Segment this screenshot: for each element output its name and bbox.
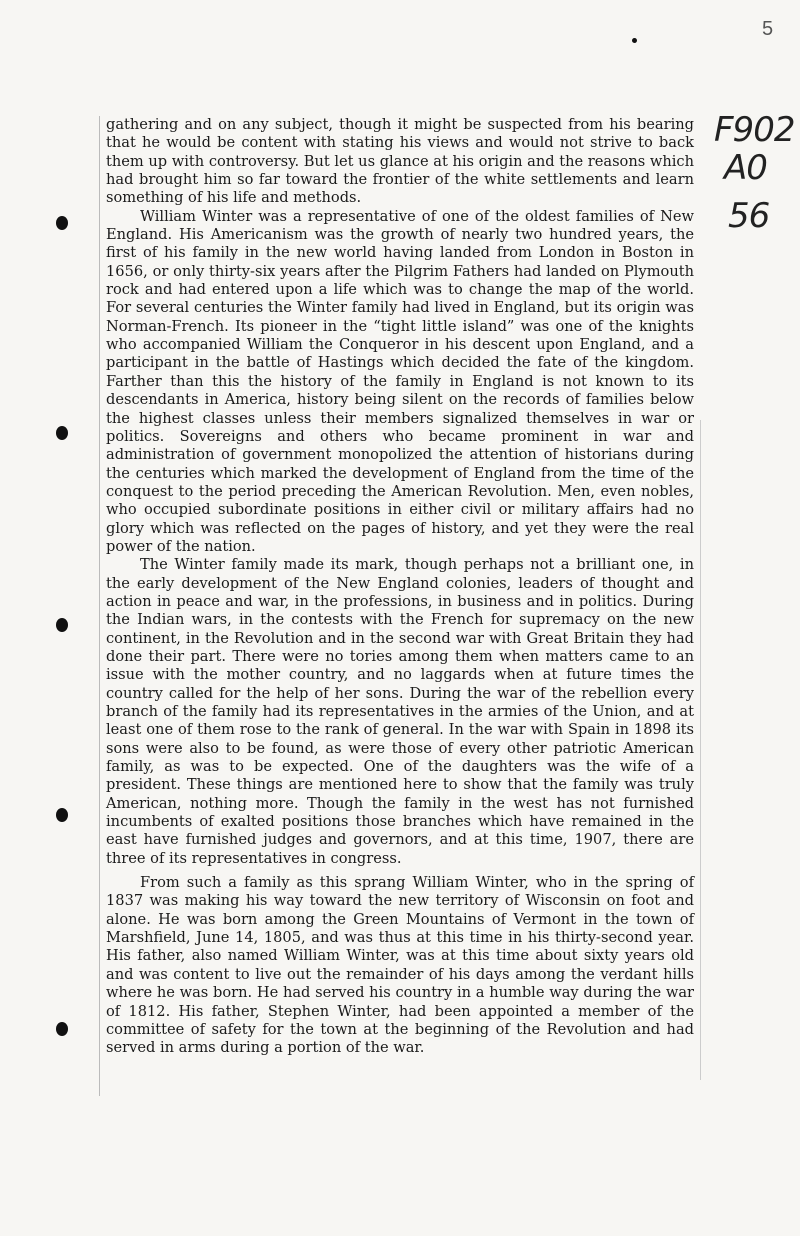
- punch-hole: [56, 808, 68, 822]
- punch-hole: [56, 216, 68, 230]
- scan-edge-left: [99, 116, 100, 1096]
- body-text: [106, 116, 694, 1058]
- punch-hole: [56, 426, 68, 440]
- margin-note-1: F902: [714, 110, 795, 150]
- punch-hole: [56, 618, 68, 632]
- paragraph-3: The Winter family made its mark, though perhaps not a brilliant one, in the early development of the New England colonies, leaders of thought and action in peace and war, in the professions, in business and in politics. During the Indian wars, in the contests with the French for supremacy on the new continent, in the Revolution and in the second war with Great Britain they had done their part. There were no tories among them when matters came to an issue with the mother country, and no laggards when at future times the country called for the help of her sons. During the war of the rebellion every branch of the family had its representatives in the armies of the Union, and at least one of them rose to the rank of general. In the war with Spain in 1898 its sons were also to be found, as were those of every other patriotic American family, as was to be expected. One of the daughters was the wife of a president. These things are mentioned here to show that the family was truly American, nothing more. Though the family in the west has not furnished incumbents of exalted positions those branches which have remained in the east have furnished judges and governors, and at this time, 1907, there are three of its representatives in congress.: [106, 556, 694, 867]
- paragraph-1: gathering and on any subject, though it might be suspected from his bearing that he would be content with stating his views and would not strive to back them up with controversy. But let us glance at his origin and the reasons which had brought him so far toward the frontier of the white settlements and learn something of his life and methods.: [106, 116, 694, 207]
- margin-note-3: 56: [728, 196, 770, 236]
- page-number: 5: [762, 18, 774, 40]
- scan-edge-right: [700, 420, 701, 1080]
- speck: [632, 38, 637, 43]
- paragraph-4: From such a family as this sprang William Winter, who in the spring of 1837 was making his way toward the new territory of Wisconsin on foot and alone. He was born among the Green Mountains of Vermont in the town of Marshfield, June 14, 1805, and was thus at this time in his thirty-second year. His father, also named William Winter, was at this time about sixty years old and was content to live out the remainder of his days among the verdant hills where he was born. He had served his country in a humble way during the war of 1812. His father, Stephen Winter, had been appointed a member of the committee of safety for the town at the beginning of the Revolution and had served in arms during a portion of the war.: [106, 874, 694, 1057]
- paragraph-2: William Winter was a representative of one of the oldest families of New England. His Americanism was the growth of nearly two hundred years, the first of his family in the new world having landed from London in Boston in 1656, or only thirty-six years after the Pilgrim Fathers had landed on Plymouth rock and had entered upon a life which was to change the map of the world. For several centuries the Winter family had lived in England, but its origin was Norman-French. Its pioneer in the “tight little island” was one of the knights who accompanied William the Conqueror in his descent upon England, and a participant in the battle of Hastings which decided the fate of the kingdom. Farther than this the history of the family in England is not known to its descendants in America, history being silent on the records of families below the highest classes unless their members signalized themselves in war or politics. Sovereigns and others who became prominent in war and administration of government monopolized the attention of historians during the centuries which marked the development of England from the time of the conquest to the period preceding the American Revolution. Men, even nobles, who occupied subordinate positions in either civil or military affairs had no glory which was reflected on the pages of history, and yet they were the real power of the nation.: [106, 207, 694, 555]
- margin-note-2: A0: [724, 148, 767, 188]
- punch-hole: [56, 1022, 68, 1036]
